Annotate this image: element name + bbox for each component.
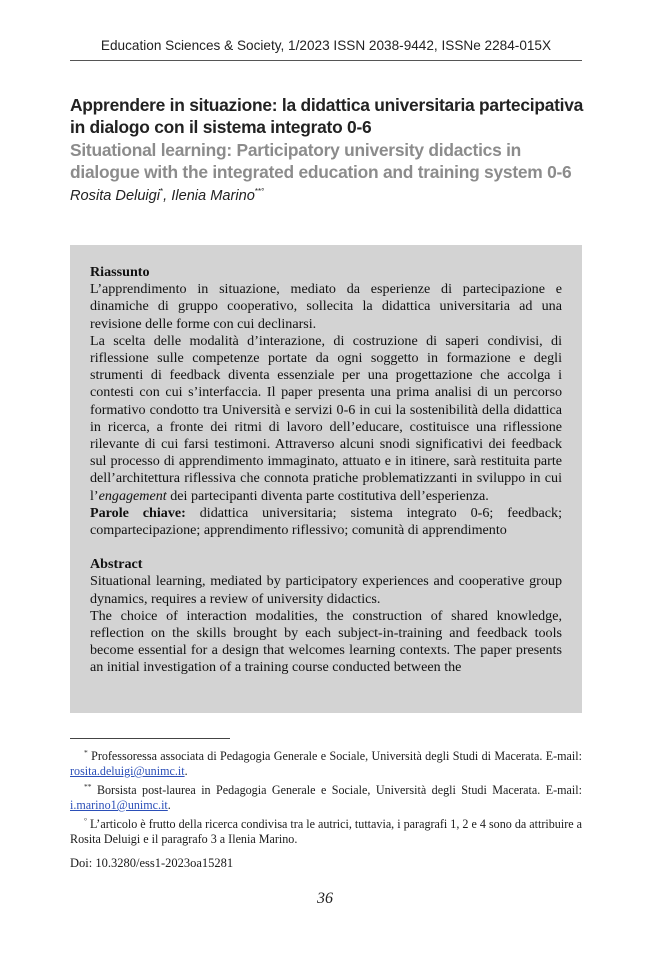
footnote-3-mark: ° xyxy=(84,816,87,825)
footnote-3 xyxy=(70,813,582,847)
abstract-box-content xyxy=(90,264,562,677)
author-2-mark: **° xyxy=(254,187,265,196)
abstract-paragraph-1: Situational learning, mediated by participatory experiences and cooperative group dynamics, requires a review of university didactics. xyxy=(90,573,562,607)
footnote-2 xyxy=(70,779,582,813)
footnote-3-text: L’articolo è frutto della ricerca condivisa tra le autrici, tuttavia, i paragrafi 1, 2 e 4 sono da attribuire a Rosita Deluigi e il paragrafo 3 a Ilenia Marino. xyxy=(70,817,582,846)
riassunto-p2-text-b: dei partecipanti diventa parte costitutiva dell’esperienza. xyxy=(166,487,489,504)
footnote-2-text: Borsista post-laurea in Pedagogia Generale e Sociale, Università degli Studi Macerata. E-mail: xyxy=(91,783,582,797)
article-title-italian: Apprendere in situazione: la didattica universitaria partecipativa in dialogo con il sistema integrato 0-6 xyxy=(70,95,584,137)
abstract-box xyxy=(70,245,582,713)
keywords-label: Parole chiave: xyxy=(90,504,186,521)
footnote-2-end: . xyxy=(167,798,171,812)
footnote-1-email-link[interactable]: rosita.deluigi@unimc.it xyxy=(70,764,185,778)
author-1-mark: * xyxy=(160,187,164,196)
riassunto-p2-text-a: La scelta delle modalità d’interazione, di costruzione di saperi condivisi, di riflessione sulle competenze portate da ogni soggetto in formazione e degli strumenti di feedback diventa essenziale per una progettazione che accolga i contesti con cui s’interfaccia. Il paper presenta una prima analisi di un percorso formativo condotto tra Università e servizi 0-6 in cui la sostenibilità della didattica in ricerca, a fronte dei ritmi di lavoro dell’educare, costituisce una riflessione rilevante di cui farsi testimoni. Attraverso alcuni snodi significativi dei feedback sul processo di apprendimento immaginato, attuato e in itinere, sarà restituita parte dell’architettura riflessiva che connota pratiche problematizzanti in sviluppo in cui l’ xyxy=(90,332,562,504)
keywords-list: didattica universitaria; sistema integrato 0-6; feedback; compartecipazione; apprendimento riflessivo; comunità di apprendimento xyxy=(90,504,562,539)
abstract-paragraph-2: The choice of interaction modalities, the construction of shared knowledge, reflection on the skills brought by each subject-in-training and feedback tools become essential for a design that welcomes learning contexts. The paper presents an initial investigation of a training course conducted between the xyxy=(90,607,562,676)
riassunto-paragraph-2 xyxy=(90,333,562,505)
section-gap xyxy=(90,539,562,556)
footnote-1-mark: * xyxy=(84,748,88,757)
keywords-line xyxy=(90,505,562,539)
footnote-1 xyxy=(70,745,582,779)
abstract-heading: Abstract xyxy=(90,556,143,573)
riassunto-paragraph-1: L’apprendimento in situazione, mediato da esperienze di partecipazione e dinamiche di gruppo cooperativo, sollecita la didattica universitaria ad una revisione delle forme con cui declinarsi. xyxy=(90,281,562,332)
page-number: 36 xyxy=(317,890,333,907)
author-1-name: Rosita Deluigi xyxy=(70,188,161,204)
footnote-2-email-link[interactable]: i.marino1@unimc.it xyxy=(70,798,168,812)
author-line xyxy=(70,187,590,204)
article-title-english: Situational learning: Participatory university didactics in dialogue with the integrated education and training system 0-6 xyxy=(70,140,572,182)
running-header: Education Sciences & Society, 1/2023 ISSN 2038-9442, ISSNe 2284-015X xyxy=(100,38,552,53)
doi: Doi: 10.3280/ess1-2023oa15281 xyxy=(70,856,234,870)
footnote-1-end: . xyxy=(184,764,188,778)
footnotes xyxy=(70,745,582,847)
riassunto-heading: Riassunto xyxy=(90,264,150,280)
author-separator: , xyxy=(163,188,172,204)
footnote-1-text: Professoressa associata di Pedagogia Generale e Sociale, Università degli Studi di Macerata. E-mail: xyxy=(87,749,582,763)
riassunto-p2-emphasis: engagement xyxy=(98,487,167,504)
author-2-name: Ilenia Marino xyxy=(171,188,255,204)
header-divider xyxy=(70,60,582,61)
footnote-2-mark: ** xyxy=(84,782,92,791)
footnote-divider xyxy=(70,738,230,739)
